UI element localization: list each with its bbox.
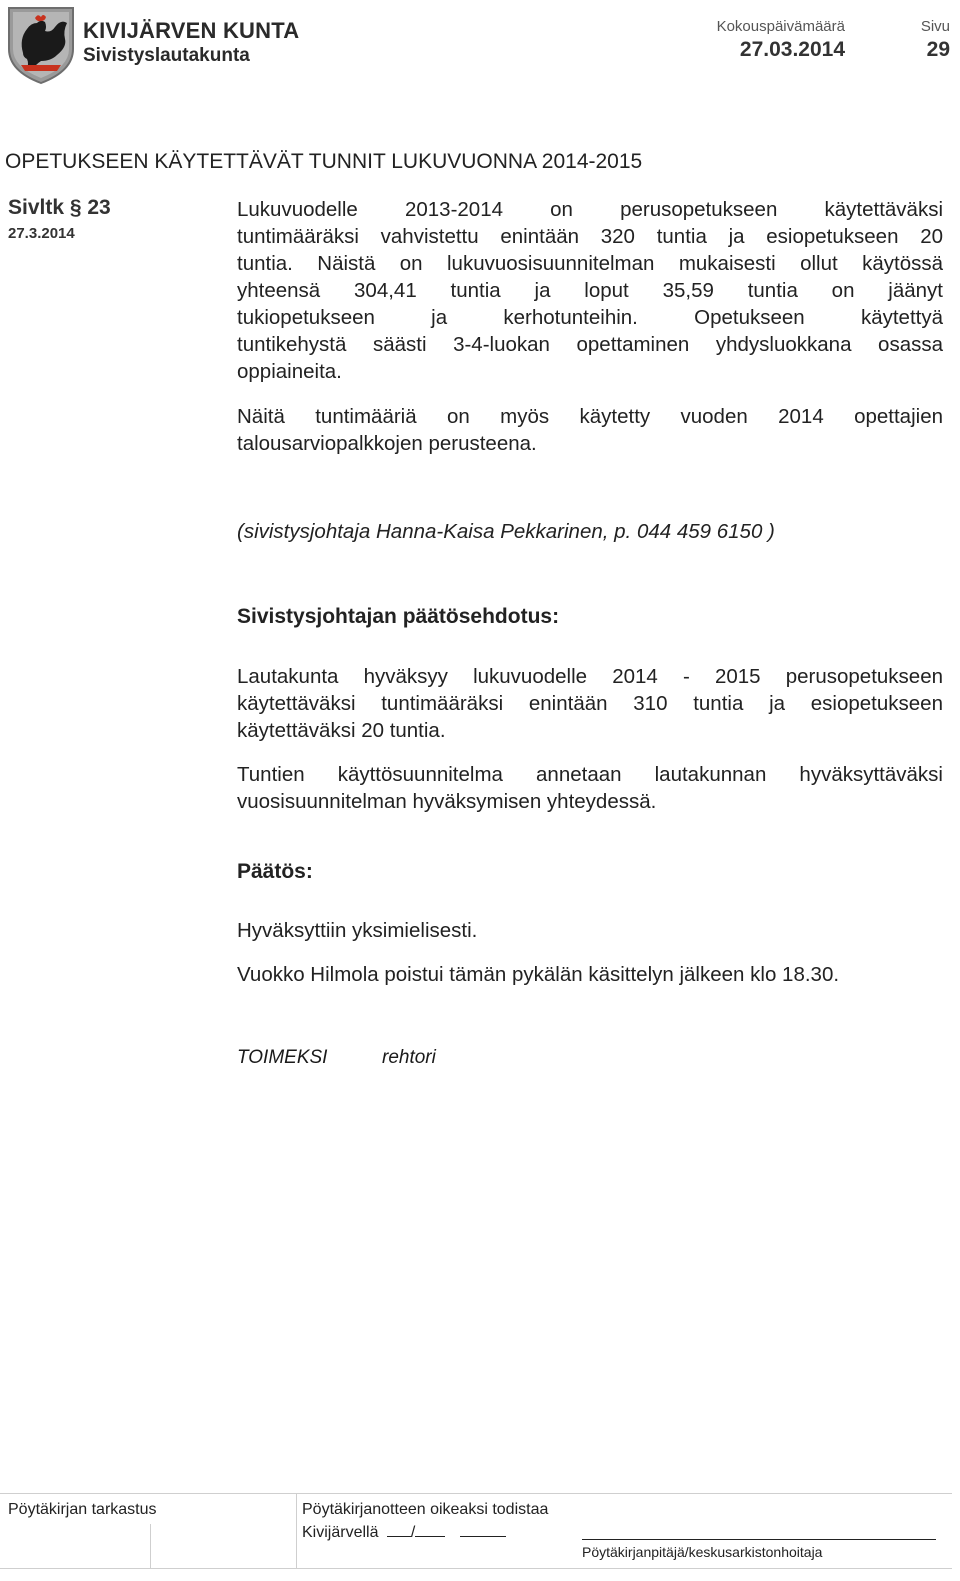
decision-text: Hyväksyttiin yksimielisesti. [237,919,478,942]
paragraph-line: yhteensä 304,41 tuntia ja loput 35,59 tuntia on jäänyt [237,279,943,302]
column-divider [150,1524,151,1568]
organization-name: KIVIJÄRVEN KUNTA [83,18,300,43]
year-blank [460,1522,506,1537]
paragraph-line: Lukuvuodelle 2013-2014 on perusopetukseen käytettäväksi [237,198,943,221]
month-blank [415,1522,445,1537]
meeting-date-value: 27.03.2014 [739,38,845,61]
section-date: 27.3.2014 [8,225,75,242]
action-label: TOIMEKSI [237,1047,328,1068]
paragraph-line: tuntikehystä säästi 3-4-luokan opettaminen yhdysluokkana osassa [237,333,943,356]
paragraph-line: käytettäväksi 20 tuntia. [237,719,446,742]
proposal-heading: Sivistysjohtajan päätösehdotus: [237,605,560,628]
place-name: Kivijärvellä [302,1524,379,1541]
coat-of-arms-logo [5,5,77,85]
review-label: Pöytäkirjan tarkastus [8,1501,157,1518]
signature-footer [0,1493,952,1569]
section-id: Sivltk § 23 [8,196,111,219]
paragraph-line: Näitä tuntimääriä on myös käytetty vuoden 2014 opettajien [237,405,943,428]
paragraph-line: tuntia. Näistä on lukuvuosisuunnitelman mukaisesti ollut käytössä [237,252,943,275]
paragraph-line: Tuntien käyttösuunnitelma annetaan lautakunnan hyväksyttäväksi [237,763,943,786]
paragraph-background [237,196,943,385]
decision-note: Vuokko Hilmola poistui tämän pykälän käsittelyn jälkeen klo 18.30. [237,963,840,986]
paragraph-usage-plan [237,761,943,815]
decision-heading: Päätös: [237,860,313,883]
rooster-coat-of-arms-icon [5,5,77,85]
organization-unit: Sivistyslautakunta [83,45,250,66]
signer-role: Pöytäkirjanpitäjä/keskusarkistonhoitaja [582,1544,823,1560]
meeting-date-label: Kokouspäivämäärä [716,18,845,35]
page-label: Sivu [920,18,950,35]
certify-label: Pöytäkirjanotteen oikeaksi todistaa [302,1501,549,1518]
paragraph-line: Lautakunta hyväksyy lukuvuodelle 2014 - 2015 perusopetukseen [237,665,943,688]
paragraph-line: käytettäväksi tuntimääräksi enintään 310 tuntia ja esiopetukseen [237,692,943,715]
paragraph-budget-basis [237,403,943,457]
document-title: OPETUKSEEN KÄYTETTÄVÄT TUNNIT LUKUVUONNA 2014-2015 [5,150,643,173]
day-blank [387,1522,411,1537]
paragraph-proposal [237,663,943,744]
paragraph-line: talousarviopalkkojen perusteena. [237,432,537,455]
contact-info: (sivistysjohtaja Hanna-Kaisa Pekkarinen, p. 044 459 6150 ) [237,520,775,543]
paragraph-line: tuntimääräksi vahvistettu enintään 320 tuntia ja esiopetukseen 20 [237,225,943,248]
action-target: rehtori [382,1047,436,1068]
page-number: 29 [926,38,950,61]
place-date-field [302,1522,506,1542]
signature-line [582,1539,936,1540]
column-divider [296,1494,297,1568]
date-separator: / [410,1524,416,1541]
paragraph-line: tukiopetukseen ja kerhotunteihin. Opetukseen käytettyä [237,306,943,329]
paragraph-line: vuosisuunnitelman hyväksymisen yhteydessä. [237,790,657,813]
paragraph-line: oppiaineita. [237,360,342,383]
